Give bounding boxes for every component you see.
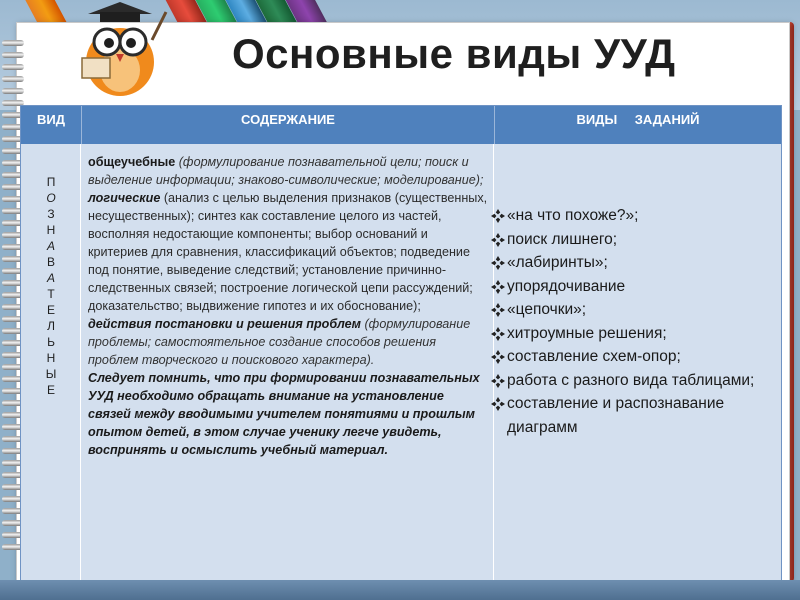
list-item (489, 228, 779, 252)
header-tasks: ВИДЫ ЗАДАНИЙ (494, 106, 781, 144)
content-paragraph-logical (88, 189, 489, 315)
cell-tasks (495, 144, 781, 589)
owl-teacher-icon (66, 0, 174, 100)
kind-letter: Е (46, 303, 55, 317)
kind-letter: З (47, 207, 55, 221)
term-logical: логические (88, 191, 161, 205)
list-item (489, 298, 779, 322)
kind-letter: Л (47, 319, 55, 333)
list-item (489, 275, 779, 299)
content-paragraph-general (88, 153, 489, 189)
diamond-bullet-icon (491, 280, 505, 294)
text-general: (формулирование познавательной цели; поиск и выделение информации; знаково-символические; моделирование); (88, 155, 484, 187)
task-text: составление и распознавание диаграмм (507, 395, 725, 436)
kind-letter: Т (47, 287, 55, 301)
cell-content (82, 144, 494, 589)
diamond-bullet-icon (491, 350, 505, 364)
task-text: хитроумные решения; (507, 324, 667, 342)
background-bottom (0, 580, 800, 600)
task-text: работа с разного вида таблицами; (507, 371, 755, 389)
kind-letter: А (46, 239, 55, 253)
text-problem: (формулирование проблемы; самостоятельное создание способов решения проблем творческого и поискового характера). (88, 317, 471, 367)
kind-letter: О (46, 191, 56, 205)
diamond-bullet-icon (491, 303, 505, 317)
list-item (489, 204, 779, 228)
term-general: общеучебные (88, 155, 176, 169)
kind-vertical-word (41, 174, 61, 398)
diamond-bullet-icon (491, 209, 505, 223)
task-text: «цепочки»; (507, 301, 587, 318)
task-text: «на что похоже?»; (507, 207, 639, 224)
task-text: поиск лишнего; (507, 230, 618, 248)
table-header-row (21, 106, 781, 144)
term-problem: действия постановки и решения проблем (88, 317, 361, 331)
kind-letter: Ы (45, 367, 57, 381)
diamond-bullet-icon (491, 327, 505, 341)
kind-letter: Н (46, 223, 56, 237)
task-text: «лабиринты»; (507, 254, 608, 271)
kind-letter: Е (46, 383, 55, 397)
table-body-row (21, 144, 781, 589)
diamond-bullet-icon (491, 374, 505, 388)
kind-letter: Н (46, 351, 56, 365)
list-item (489, 369, 779, 393)
header-content: СОДЕРЖАНИЕ (81, 106, 494, 144)
uud-table (20, 105, 782, 590)
diamond-bullet-icon (491, 233, 505, 247)
list-item (489, 345, 779, 369)
kind-letter: В (46, 255, 55, 269)
kind-letter: П (46, 175, 56, 189)
task-text: упорядочивание (507, 277, 626, 295)
list-item (489, 392, 779, 439)
diamond-bullet-icon (491, 256, 505, 270)
task-text: составление схем-опор; (507, 348, 681, 365)
content-paragraph-problem (88, 315, 489, 369)
content-note: Следует помнить, что при формировании познавательных УУД необходимо обращать внимание на установление связей между вводимыми учителем понятиями и прошлым опытом детей, в этом случае ученику легче увидеть, воспринять и осмыслить учебный материал. (88, 371, 480, 457)
diamond-bullet-icon (491, 397, 505, 411)
cell-kind (21, 144, 81, 589)
list-item (489, 322, 779, 346)
kind-letter: Ь (47, 335, 55, 349)
task-list (489, 204, 779, 439)
header-kind: ВИД (37, 112, 65, 127)
kind-letter: А (46, 271, 55, 285)
list-item (489, 251, 779, 275)
text-logical: (анализ с целью выделения признаков (существенных, несущественных); синтез как составление целого из частей, восполняя недостающие компоненты; выбор оснований и критериев для сравнения, классификаций объектов; подведение под понятие, выведение следствий; установление причинно-следственных связей; построение логической цепи рассуждений; доказательство; выдвижение гипотез и их обоснование); (88, 191, 488, 313)
slide-title: Основные виды УУД (232, 30, 676, 77)
